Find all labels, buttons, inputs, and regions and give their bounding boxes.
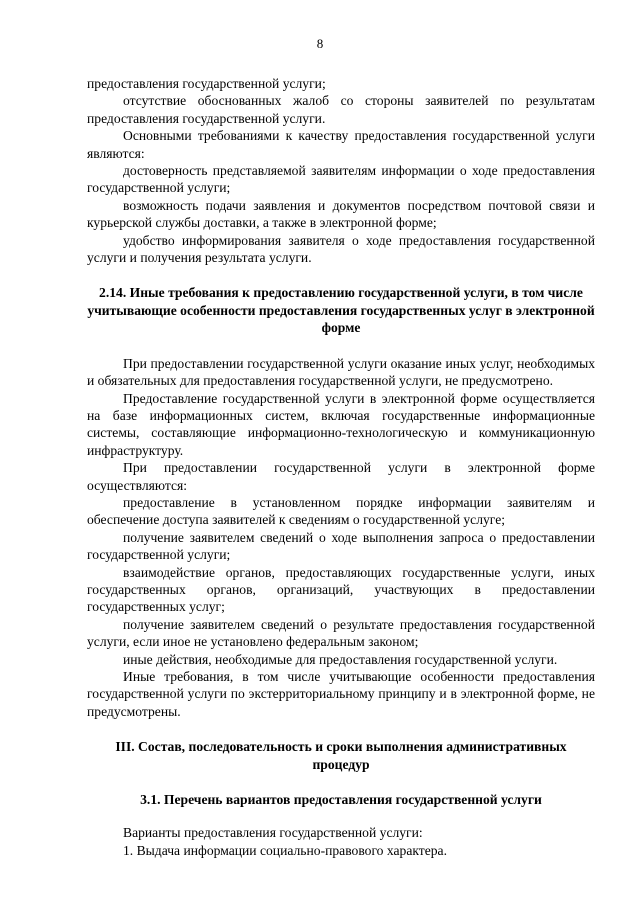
paragraph: достоверность представляемой заявителям информации о ходе предоставления государственной услуги;: [87, 163, 595, 196]
paragraph: При предоставлении государственной услуги оказание иных услуг, необходимых и обязательных для предоставления государственной услуги, не предусмотрено.: [87, 355, 595, 389]
paragraph: отсутствие обоснованных жалоб со стороны заявителей по результатам предоставления государственной услуги.: [87, 93, 595, 126]
paragraph: иные действия, необходимые для предоставления государственной услуги.: [123, 651, 558, 667]
paragraph: удобство информирования заявителя о ходе предоставления государственной услуги и получения результата услуги.: [87, 232, 595, 266]
paragraph: При предоставлении государственной услуги в электронной форме осуществляются:: [87, 460, 595, 493]
paragraph: предоставления государственной услуги;: [87, 76, 326, 91]
paragraph: получение заявителем сведений о результате предоставления государственной услуги, если иное не установлено федеральным законом;: [87, 616, 595, 650]
paragraph: Иные требования, в том числе учитывающие особенности предоставления государственной услуги по экстерриториальному принципу и в электронной форме, не предусмотрены.: [87, 669, 595, 719]
section-heading-2-14: 2.14. Иные требования к предоставлению государственной услуги, в том числе учитывающие особенности предоставления государственных услуг в электронной форме: [87, 285, 595, 336]
paragraph: взаимодействие органов, предоставляющих государственные услуги, иных государственных органов, организаций, участвующих в предоставлении государственных услуг;: [87, 564, 595, 615]
paragraph: предоставление в установленном порядке информации заявителям и обеспечение доступа заявителей к сведениям о государственной услуге;: [87, 494, 595, 528]
paragraph: Предоставление государственной услуги в электронной форме осуществляется на базе информационных систем, включая государственные информационные системы, составляющие информационно-технологическую и коммуникационную инфраструктуру.: [87, 390, 595, 458]
page-content: [87, 75, 595, 859]
page-number: 8: [316, 36, 324, 51]
paragraph: возможность подачи заявления и документов посредством почтовой связи и курьерской службы доставки, а также в электронной форме;: [87, 197, 595, 231]
section-heading-III: III. Состав, последовательность и сроки выполнения административных процедур: [115, 739, 567, 772]
paragraph: 1. Выдача информации социально-правового характера.: [123, 842, 447, 858]
paragraph: получение заявителем сведений о ходе выполнения запроса о предоставлении государственной услуги;: [87, 529, 595, 563]
paragraph: Варианты предоставления государственной услуги:: [123, 825, 423, 841]
section-heading-3-1: 3.1. Перечень вариантов предоставления государственной услуги: [140, 792, 542, 808]
paragraph: Основными требованиями к качеству предоставления государственной услуги являются:: [87, 128, 595, 161]
